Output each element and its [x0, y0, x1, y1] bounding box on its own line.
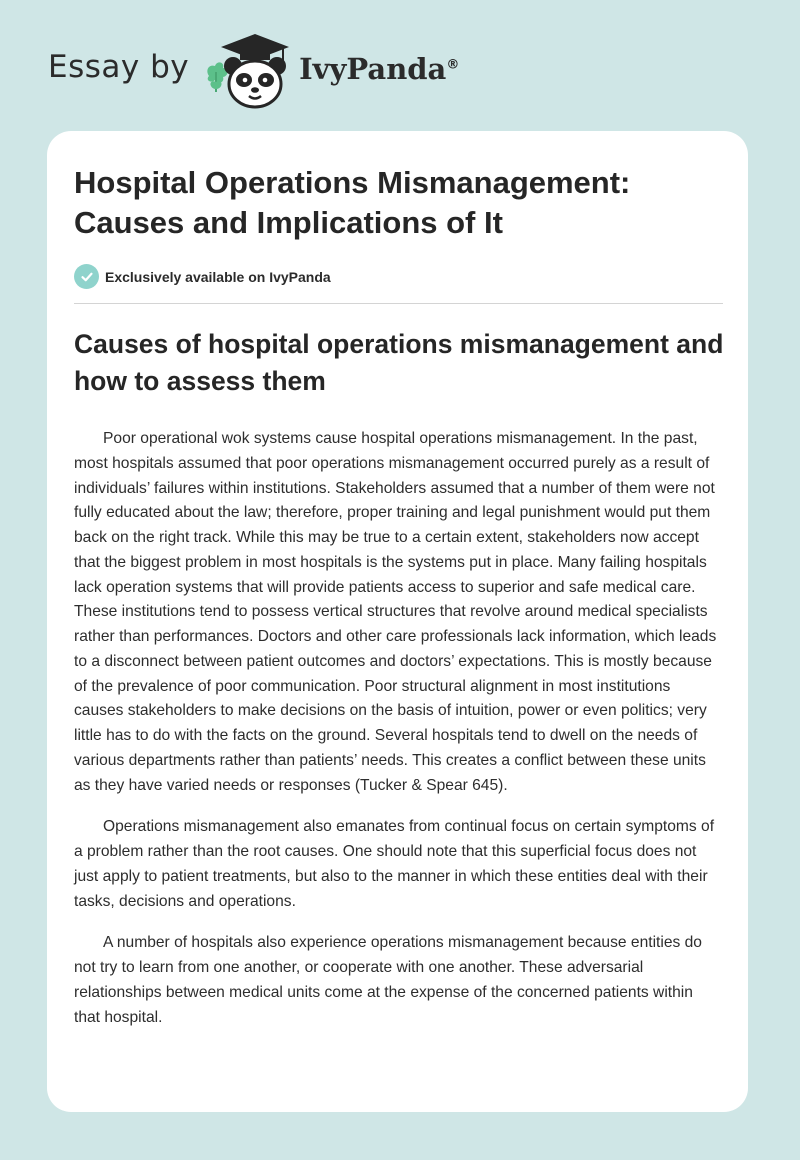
paragraph: Operations mismanagement also emanates from continual focus on certain symptoms of a problem rather than the root causes. One should note that this superficial focus does not just apply to patient treatments, but also to the manner in which these entities deal with their tasks, decisions and operations.: [74, 818, 715, 910]
check-icon: [74, 264, 99, 289]
page-title: Hospital Operations Mismanagement: Causes and Implications of It: [74, 165, 631, 240]
panda-logo-icon: [203, 30, 295, 110]
brand-prefix: Essay by: [48, 49, 190, 85]
paragraph: A number of hospitals also experience operations mismanagement because entities do not try to learn from one another, or cooperate with one another. These adversarial relationships between medical units come at the expense of the concerned patients within that hospital.: [74, 934, 702, 1026]
divider: [74, 303, 723, 304]
registered-mark: ®: [446, 57, 460, 73]
essay-card: [47, 131, 748, 1112]
paragraph: Poor operational wok systems cause hospital operations mismanagement. In the past, most hospitals assumed that poor operations mismanagement occurred purely as a result of individuals’ failures within institutions. Stakeholders assumed that a number of them were not fully educated about the law; therefore, proper training and legal punishment would put them back on the right track. While this may be true to a certain extent, stakeholders now accept that the biggest problem in most hospitals is the systems put in place. Many failing hospitals lack operation systems that will provide patients access to superior and safe medical care. These institutions tend to possess vertical structures that revolve around medical specialists rather than performances. Doctors and other care professionals lack information, which leads to a disconnect between patient outcomes and doctors’ expectations. This is mostly because of the prevalence of poor communication. Poor structural alignment in most institutions causes stakeholders to make decisions on the basis of intuition, power or even politics; very little has to do with the facts on the ground. Several hospitals tend to dwell on the needs of various departments rather than patients’ needs. This creates a conflict between these units as they have varied needs or responses (Tucker & Spear 645).: [74, 430, 717, 794]
section-heading: Causes of hospital operations mismanagement and how to assess them: [74, 329, 724, 396]
exclusive-badge-label: Exclusively available on IvyPanda: [105, 268, 331, 285]
brand-name: IvyPanda®: [299, 52, 460, 86]
site-brand[interactable]: [48, 30, 459, 110]
exclusive-badge: [74, 264, 331, 289]
essay-body: [74, 427, 722, 1047]
